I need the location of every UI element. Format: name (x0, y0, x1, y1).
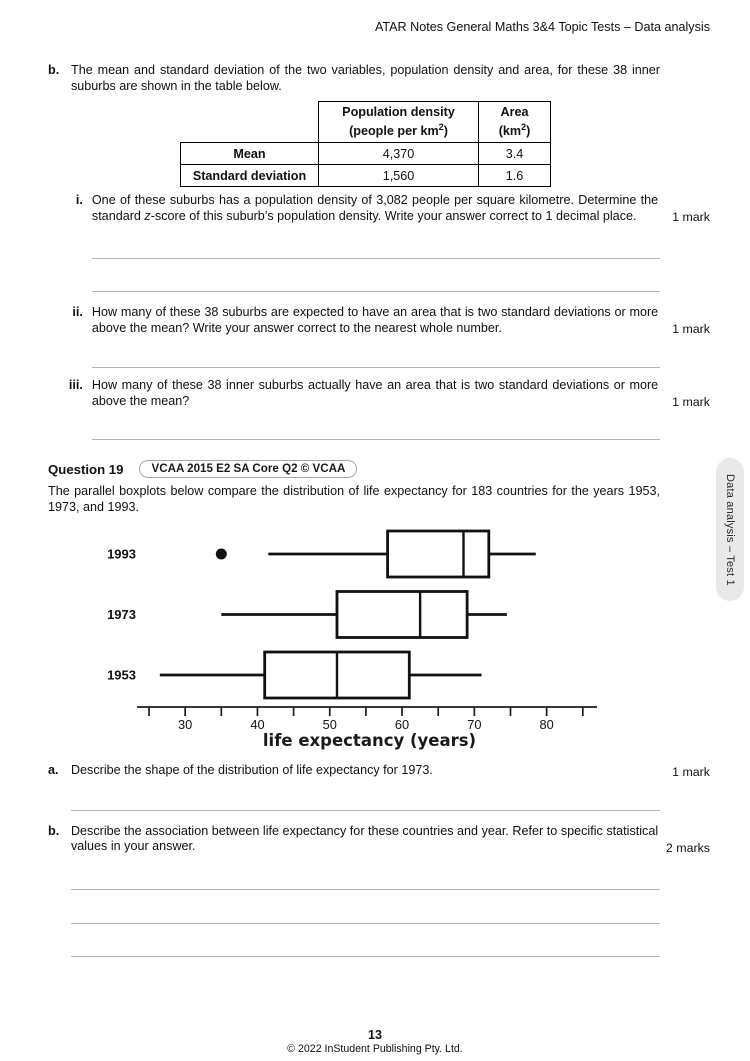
question-b-text: The mean and standard deviation of the two variables, population density and area, for these 38 inner suburbs are shown in the table below. (71, 63, 660, 93)
question-19-heading (48, 460, 710, 478)
page-header (48, 20, 710, 34)
outlier-1993 (216, 549, 227, 560)
marks-label: 2 marks (665, 840, 710, 855)
boxplot-chart (100, 516, 640, 756)
col-header-area: Area $(km^2)$ (479, 102, 551, 143)
table-blank-cell (181, 102, 319, 143)
question-b2-label: b. (48, 823, 60, 838)
cell-mean-label: Mean (181, 143, 319, 165)
page-number: 13 (367, 1028, 382, 1042)
answer-line (71, 923, 660, 924)
copyright: © 2022 InStudent Publishing Pty. Ltd. (287, 1043, 463, 1055)
side-tab (716, 458, 744, 601)
axis-tick-label: 70 (467, 717, 482, 732)
cell-stddev-density: 1,560 (319, 165, 479, 187)
question-ii (48, 305, 710, 336)
x-axis-title: life expectancy (years) (262, 731, 477, 750)
marks-label: 1 mark (672, 322, 710, 336)
question-iii (48, 378, 710, 409)
cell-stddev-label: Standard deviation (181, 165, 319, 187)
axis-tick-label: 30 (178, 717, 193, 732)
answer-line (71, 956, 660, 957)
answer-line (92, 258, 660, 259)
year-label-1953: 1953 (107, 667, 136, 683)
question-iii-text: How many of these 38 inner suburbs actually have an area that is two standard deviations or more above the mean? (91, 378, 659, 408)
question-b2-text: Describe the association between life expectancy for these countries and year. Refer to specific statistical values in your answer. (70, 823, 659, 853)
question-b-label: b. (48, 63, 60, 77)
z-symbol: z (144, 208, 151, 223)
question-19-intro: The parallel boxplots below compare the distribution of life expectancy for 183 countries for the years 1953, 1973, and 1993. (48, 484, 660, 514)
table-row-stddev (181, 165, 551, 187)
question-b (48, 63, 710, 94)
question-i (48, 193, 710, 224)
year-label-1973: 1973 (107, 607, 136, 622)
question-ii-label: ii. (72, 305, 83, 319)
axis-tick-label: 60 (394, 717, 410, 732)
axis-tick-label: 50 (322, 717, 337, 732)
question-ii-text: How many of these 38 suburbs are expected to have an area that is two standard deviations or more above the mean? Write your answer correct to the nearest whole number. (91, 305, 659, 335)
box-1993 (388, 531, 489, 577)
table-row-mean (181, 143, 551, 165)
question-a-text: Describe the shape of the distribution of life expectancy for 1973. (70, 763, 433, 777)
question-b2 (48, 824, 710, 855)
answer-line (92, 291, 660, 292)
col-header-density: Population density (people per $km^2$) (319, 102, 479, 143)
header-title: ATAR Notes General Maths 3&4 Topic Tests – Data analysis (374, 20, 710, 34)
chart-wrap (100, 516, 640, 756)
question-a-label: a. (48, 763, 59, 777)
marks-label: 1 mark (672, 395, 710, 409)
question-a (48, 763, 710, 779)
axis-tick-label: 80 (539, 717, 554, 732)
side-tab-label: Data analysis – Test 1 (724, 473, 736, 586)
box-1973 (337, 592, 467, 638)
cell-mean-density: 4,370 (319, 143, 479, 165)
marks-label: 1 mark (672, 210, 710, 224)
cell-mean-area: 3.4 (479, 143, 551, 165)
question-19-title: Question 19 (48, 461, 124, 477)
question-i-label: i. (75, 193, 83, 207)
marks-label: 1 mark (672, 764, 710, 779)
axis-tick-label: 40 (250, 717, 265, 732)
cell-stddev-area: 1.6 (479, 165, 551, 187)
stats-table (180, 101, 551, 187)
answer-line (92, 439, 660, 440)
year-label-1993: 1993 (107, 546, 136, 562)
answer-line (71, 889, 660, 890)
page-footer (0, 1028, 750, 1055)
source-badge: VCAA 2015 E2 SA Core Q2 © VCAA (139, 460, 357, 478)
question-iii-label: iii. (68, 378, 83, 392)
answer-line (71, 810, 660, 811)
answer-line (92, 367, 660, 368)
question-i-text: One of these suburbs has a population density of 3,082 people per square kilometre. Determine the standard z-score of this suburb’s population density. Write your answer correct to 1 decimal place. (91, 193, 659, 223)
